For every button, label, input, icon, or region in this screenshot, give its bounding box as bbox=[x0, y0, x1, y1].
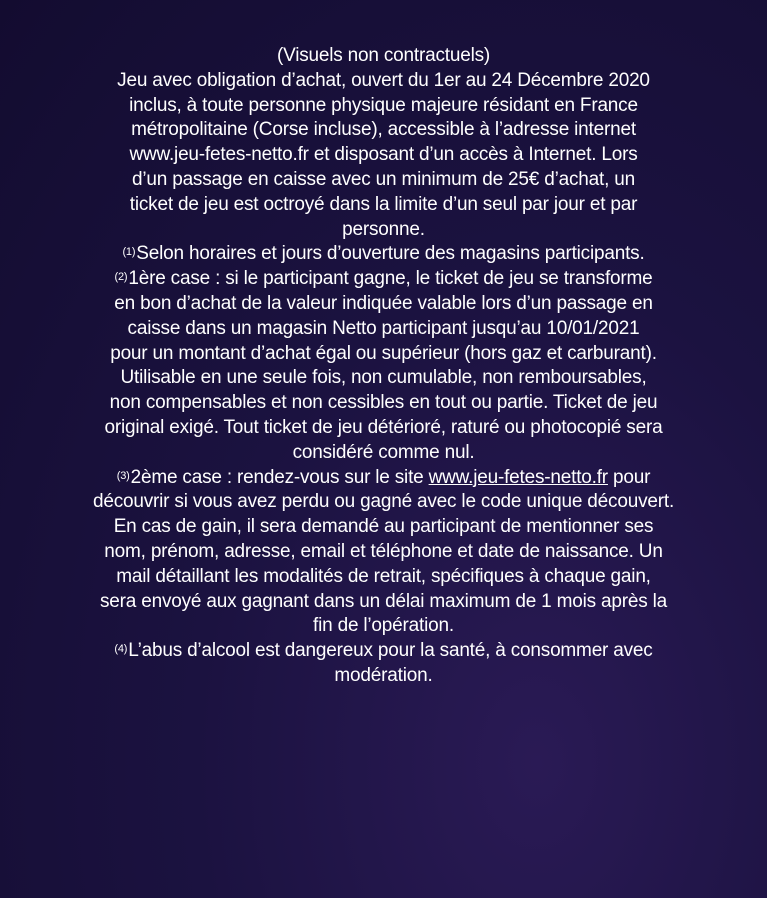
footnote-4-line: modération. bbox=[334, 664, 433, 686]
intro-line-3: inclus, à toute personne physique majeure résidant en France bbox=[129, 94, 638, 116]
footnote-3-text-before-link: 2ème case : rendez-vous sur le site bbox=[130, 466, 429, 488]
footnote-3-line: En cas de gain, il sera demandé au participant de mentionner ses bbox=[113, 516, 654, 538]
footnote-2-text-first: 1ère case : si le participant gagne, le ticket de jeu se transforme bbox=[128, 268, 653, 290]
intro-line-1: (Visuels non contractuels) bbox=[276, 45, 491, 66]
footnote-marker-1: (1) bbox=[122, 246, 136, 259]
footnote-1 bbox=[0, 242, 767, 267]
footnote-2-line: en bon d’achat de la valeur indiquée valable lors d’un passage en bbox=[114, 292, 653, 314]
footnote-3-line: nom, prénom, adresse, email et téléphone et date de naissance. Un bbox=[104, 540, 663, 562]
footnote-2-line: non compensables et non cessibles en tout ou partie. Ticket de jeu bbox=[109, 392, 658, 414]
intro-line-5: www.jeu-fetes-netto.fr et disposant d’un accès à Internet. Lors bbox=[129, 144, 638, 166]
legal-notice bbox=[0, 44, 767, 689]
footnote-2-first-line bbox=[0, 267, 767, 292]
intro-line-8: personne. bbox=[342, 218, 425, 240]
footnote-4-first-line bbox=[0, 639, 767, 664]
footnote-3-line: fin de l’opération. bbox=[313, 615, 454, 637]
website-link[interactable]: www.jeu-fetes-netto.fr bbox=[428, 466, 608, 488]
footnote-2-line: original exigé. Tout ticket de jeu détérioré, raturé ou photocopié sera bbox=[104, 416, 663, 438]
footnote-2-line: Utilisable en une seule fois, non cumulable, non remboursables, bbox=[120, 367, 647, 389]
footnote-2-line: considéré comme nul. bbox=[292, 441, 475, 463]
footnote-3-text-after-link: pour bbox=[607, 466, 651, 488]
footnote-marker-3: (3) bbox=[116, 469, 130, 482]
footnote-marker-4: (4) bbox=[114, 643, 128, 656]
footnote-3-line: sera envoyé aux gagnant dans un délai maximum de 1 mois après la bbox=[99, 590, 668, 612]
footnote-3-line: découvrir si vous avez perdu ou gagné avec le code unique découvert. bbox=[92, 491, 675, 513]
footnote-marker-2: (2) bbox=[114, 271, 128, 284]
intro-line-7: ticket de jeu est octroyé dans la limite d’un seul par jour et par bbox=[129, 193, 638, 215]
intro-line-4: métropolitaine (Corse incluse), accessible à l’adresse internet bbox=[131, 119, 636, 141]
intro-line-2: Jeu avec obligation d’achat, ouvert du 1er au 24 Décembre 2020 bbox=[117, 69, 650, 91]
intro-line-6: d’un passage en caisse avec un minimum de 25€ d’achat, un bbox=[132, 168, 635, 190]
footnote-3-first-line bbox=[0, 466, 767, 491]
footnote-2-line: caisse dans un magasin Netto participant jusqu’au 10/01/2021 bbox=[127, 317, 640, 339]
footnote-3-line: mail détaillant les modalités de retrait, spécifiques à chaque gain, bbox=[116, 565, 651, 587]
footnote-1-text: Selon horaires et jours d’ouverture des magasins participants. bbox=[136, 243, 645, 265]
footnote-2-line: pour un montant d’achat égal ou supérieur (hors gaz et carburant). bbox=[110, 342, 657, 364]
footnote-4-text-first: L’abus d’alcool est dangereux pour la santé, à consommer avec bbox=[128, 640, 653, 662]
